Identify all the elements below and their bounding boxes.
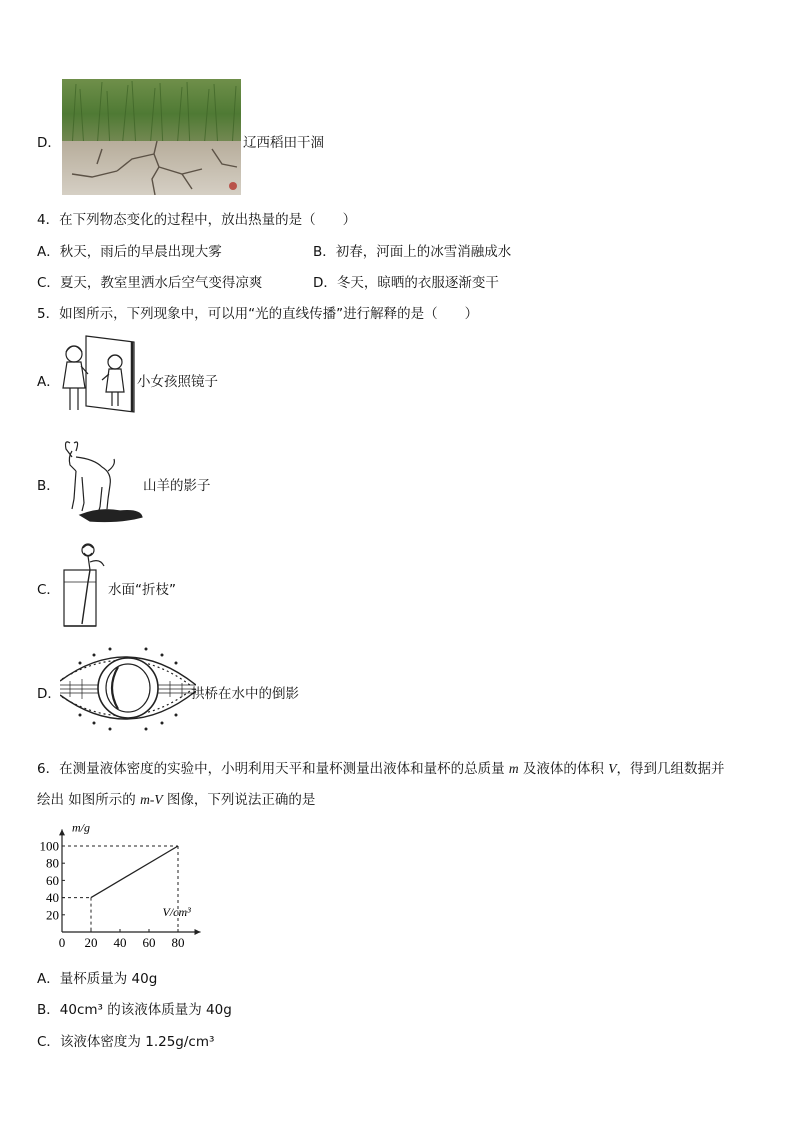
q6-stem-line1 bbox=[37, 757, 724, 777]
q6-stem-v: V bbox=[608, 761, 617, 776]
arch-bridge-illustration bbox=[60, 645, 196, 735]
q5-option-a-letter: A． bbox=[37, 374, 60, 390]
q6-option-b bbox=[37, 998, 232, 1018]
q5-option-c-caption: 水面“折枝” bbox=[108, 582, 176, 598]
series-line bbox=[91, 846, 178, 898]
q6-option-c-text: 该液体密度为 1.25g/cm³ bbox=[59, 1034, 215, 1050]
q4-option-c-text: 夏天，教室里洒水后空气变得凉爽 bbox=[59, 275, 263, 291]
q6-option-b-letter: B． bbox=[37, 1002, 60, 1018]
dry-rice-field-photo bbox=[62, 79, 241, 195]
q6-stem-part1: 6．在测量液体密度的实验中，小明利用天平和量杯测量出液体和量杯的总质量 bbox=[37, 761, 509, 777]
y-tick-label: 100 bbox=[40, 838, 59, 854]
q6-option-b-text: 40cm³ 的该液体质量为 40g bbox=[59, 1002, 232, 1018]
x-tick-label: 60 bbox=[142, 935, 156, 950]
q3-option-d-caption: 辽西稻田干涸 bbox=[243, 135, 324, 151]
q5-stem: 5．如图所示，下列现象中，可以用“光的直线传播”进行解释的是（ ） bbox=[37, 306, 479, 322]
glass-branch-illustration bbox=[60, 540, 108, 630]
q6-option-a-letter: A． bbox=[37, 971, 60, 987]
q4-option-a bbox=[37, 240, 222, 260]
y-tick-label: 20 bbox=[46, 907, 59, 923]
q6-stem-part3: ，得到几组数据并 bbox=[616, 761, 725, 777]
q4-option-a-letter: A． bbox=[37, 244, 60, 260]
q5-option-b-letter: B． bbox=[37, 478, 60, 494]
q4-option-d-letter: D． bbox=[313, 275, 337, 291]
y-axis-label: m/g bbox=[72, 820, 90, 835]
q6-stem-mv: m-V bbox=[140, 792, 163, 807]
q6-stem-part4: 绘出 如图所示的 bbox=[37, 792, 141, 808]
q6-stem-part5: 图像，下列说法正确的是 bbox=[162, 792, 316, 808]
q4-option-b-letter: B． bbox=[313, 244, 336, 260]
q4-option-d-text: 冬天，晾晒的衣服逐渐变干 bbox=[336, 275, 499, 291]
m-v-chart bbox=[40, 815, 270, 950]
q6-stem-m: m bbox=[508, 761, 519, 776]
q4-option-c-letter: C． bbox=[37, 275, 60, 291]
q6-option-a bbox=[37, 967, 157, 987]
q5-option-a-caption: 小女孩照镜子 bbox=[137, 374, 218, 390]
q6-stem-line2 bbox=[37, 788, 315, 808]
y-tick-label: 60 bbox=[46, 872, 59, 888]
q4-option-d bbox=[313, 271, 499, 291]
q5-option-d-caption: 拱桥在水中的倒影 bbox=[191, 686, 299, 702]
x-tick-label: 20 bbox=[84, 935, 98, 950]
q4-option-b-text: 初春，河面上的冰雪消融成水 bbox=[335, 244, 512, 260]
y-axis-arrow bbox=[59, 829, 65, 835]
x-axis-arrow bbox=[195, 929, 201, 935]
q6-option-c bbox=[37, 1030, 214, 1050]
q4-option-c bbox=[37, 271, 262, 291]
x-axis-label: V/cm³ bbox=[162, 905, 191, 919]
girl-mirror-illustration bbox=[60, 334, 140, 420]
y-tick-label: 40 bbox=[46, 890, 59, 906]
x-tick-label: 80 bbox=[171, 935, 185, 950]
q4-option-a-text: 秋天，雨后的早晨出现大雾 bbox=[59, 244, 222, 260]
q5-option-d-letter: D． bbox=[37, 686, 61, 702]
x-tick-label: 40 bbox=[113, 935, 127, 950]
goat-shadow-illustration bbox=[60, 437, 144, 525]
q6-option-c-letter: C． bbox=[37, 1034, 60, 1050]
y-tick-label: 80 bbox=[46, 855, 59, 871]
q6-option-a-text: 量杯质量为 40g bbox=[59, 971, 158, 987]
q5-option-c-letter: C． bbox=[37, 582, 60, 598]
q6-stem-part2: 及液体的体积 bbox=[518, 761, 609, 777]
q4-option-b bbox=[313, 240, 511, 260]
x-tick-label: 0 bbox=[58, 935, 66, 950]
q3-option-d-letter: D． bbox=[37, 135, 61, 151]
q5-option-b-caption: 山羊的影子 bbox=[143, 478, 211, 494]
q4-stem: 4．在下列物态变化的过程中，放出热量的是（ ） bbox=[37, 212, 357, 228]
